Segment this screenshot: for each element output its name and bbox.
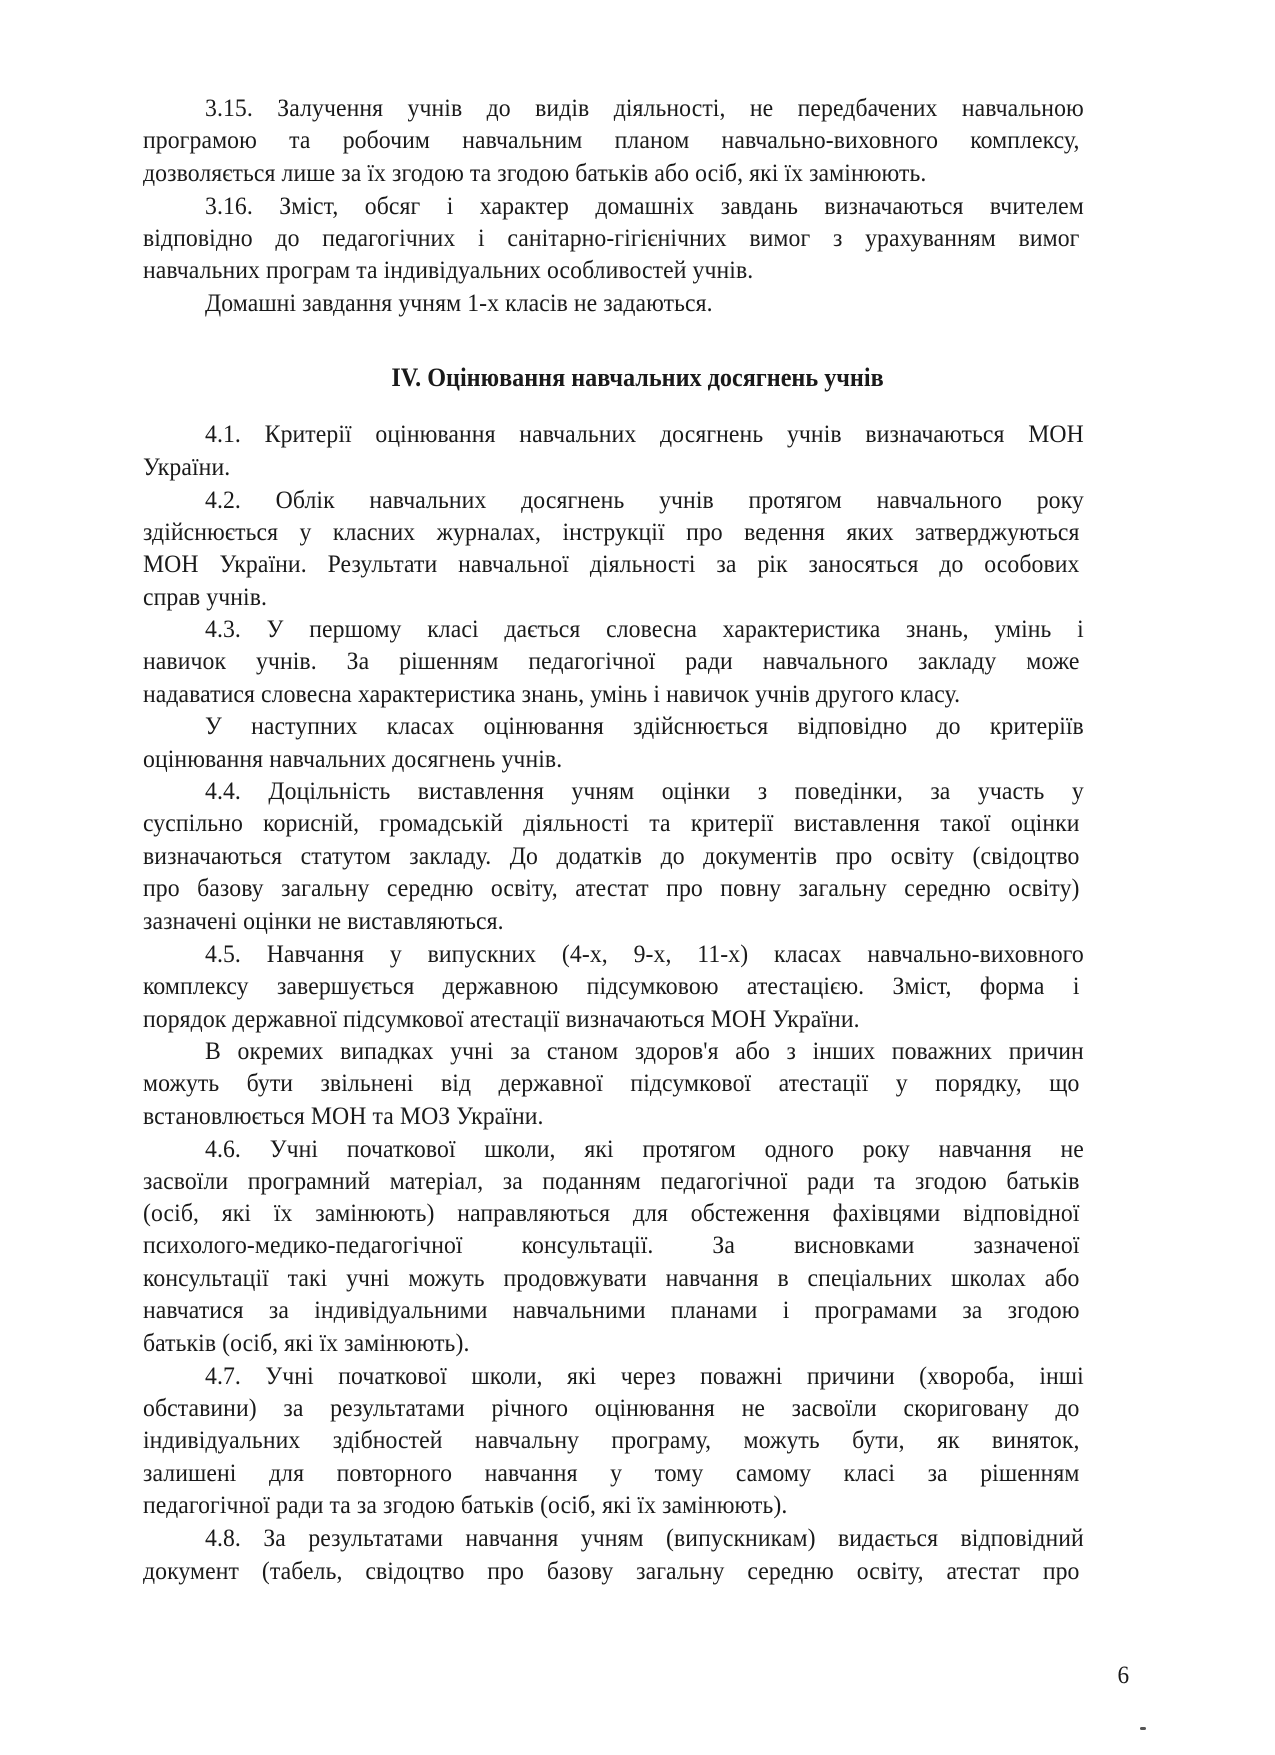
text-line: психолого-медико-педагогічної консультації. За висновками зазначеної — [143, 1230, 1080, 1259]
text-line: України. — [143, 452, 231, 481]
text-line: 4.7. Учні початкової школи, які через поважні причини (хвороба, інші — [205, 1361, 1084, 1390]
text-line: педагогічної ради та за згодою батьків (осіб, які їх замінюють). — [143, 1490, 788, 1519]
text-line: батьків (осіб, які їх замінюють). — [143, 1328, 470, 1357]
text-line: 4.1. Критерії оцінювання навчальних досягнень учнів визначаються МОН — [205, 419, 1084, 448]
text-line: 4.2. Облік навчальних досягнень учнів протягом навчального року — [205, 485, 1084, 514]
text-line: навичок учнів. За рішенням педагогічної ради навчального закладу може — [143, 646, 1080, 675]
text-line: індивідуальних здібностей навчальну програму, можуть бути, як виняток, — [143, 1425, 1080, 1454]
text-line: Домашні завдання учням 1-х класів не задаються. — [205, 288, 713, 317]
text-line: навчальних програм та індивідуальних особливостей учнів. — [143, 255, 754, 284]
text-line: (осіб, які їх замінюють) направляються для обстеження фахівцями відповідної — [143, 1198, 1080, 1227]
text-line: консультації такі учні можуть продовжувати навчання в спеціальних школах або — [143, 1263, 1080, 1292]
text-line: навчатися за індивідуальними навчальними планами і програмами за згодою — [143, 1295, 1080, 1324]
text-line: 4.4. Доцільність виставлення учням оцінки з поведінки, за участь у — [205, 776, 1084, 805]
text-line: зазначені оцінки не виставляються. — [143, 906, 504, 935]
text-line: дозволяється лише за їх згодою та згодою батьків або осіб, які їх замінюють. — [143, 158, 927, 187]
text-line: суспільно корисній, громадській діяльності та критерії виставлення такої оцінки — [143, 808, 1080, 837]
text-line: 3.16. Зміст, обсяг і характер домашніх завдань визначаються вчителем — [205, 191, 1084, 220]
text-line: 4.3. У першому класі дається словесна характеристика знань, умінь і — [205, 614, 1084, 643]
text-line: У наступних класах оцінювання здійснюється відповідно до критеріїв — [205, 711, 1084, 740]
text-line: визначаються статутом закладу. До додатків до документів про освіту (свідоцтво — [143, 841, 1080, 870]
text-line: програмою та робочим навчальним планом навчально-виховного комплексу, — [143, 125, 1080, 154]
section-heading: IV. Оцінювання навчальних досягнень учнів — [391, 363, 884, 392]
text-line: встановлюється МОН та МОЗ України. — [143, 1101, 544, 1130]
text-line: про базову загальну середню освіту, атестат про повну загальну середню освіту) — [143, 873, 1080, 902]
text-line: засвоїли програмний матеріал, за поданням педагогічної ради та згодою батьків — [143, 1166, 1080, 1195]
text-line: 4.6. Учні початкової школи, які протягом одного року навчання не — [205, 1134, 1084, 1163]
text-line: справ учнів. — [143, 582, 268, 611]
text-line: МОН України. Результати навчальної діяльності за рік заносяться до особових — [143, 549, 1080, 578]
text-line: 4.5. Навчання у випускних (4-х, 9-х, 11-х) класах навчально-виховного — [205, 939, 1084, 968]
text-line: надаватися словесна характеристика знань, умінь і навичок учнів другого класу. — [143, 679, 961, 708]
text-line: 4.8. За результатами навчання учням (випускникам) видається відповідний — [205, 1523, 1084, 1552]
page-number: 6 — [1117, 1662, 1130, 1689]
text-line: відповідно до педагогічних і санітарно-гігієнічних вимог з урахуванням вимог — [143, 223, 1080, 252]
text-line: оцінювання навчальних досягнень учнів. — [143, 744, 563, 773]
text-line: залишені для повторного навчання у тому самому класі за рішенням — [143, 1458, 1080, 1487]
text-line: комплексу завершується державною підсумковою атестацією. Зміст, форма і — [143, 971, 1080, 1000]
text-line: В окремих випадках учні за станом здоров'я або з інших поважних причин — [205, 1036, 1084, 1065]
text-line: можуть бути звільнені від державної підсумкової атестації у порядку, що — [143, 1068, 1080, 1097]
text-line: здійснюється у класних журналах, інструкції про ведення яких затверджуються — [143, 517, 1080, 546]
text-line: 3.15. Залучення учнів до видів діяльності, не передбачених навчальною — [205, 93, 1084, 122]
scan-speck — [1140, 1727, 1146, 1730]
text-line: обставини) за результатами річного оцінювання не засвоїли скориговану до — [143, 1393, 1080, 1422]
text-line: документ (табель, свідоцтво про базову загальну середню освіту, атестат про — [143, 1556, 1080, 1585]
text-line: порядок державної підсумкової атестації визначаються МОН України. — [143, 1004, 860, 1033]
